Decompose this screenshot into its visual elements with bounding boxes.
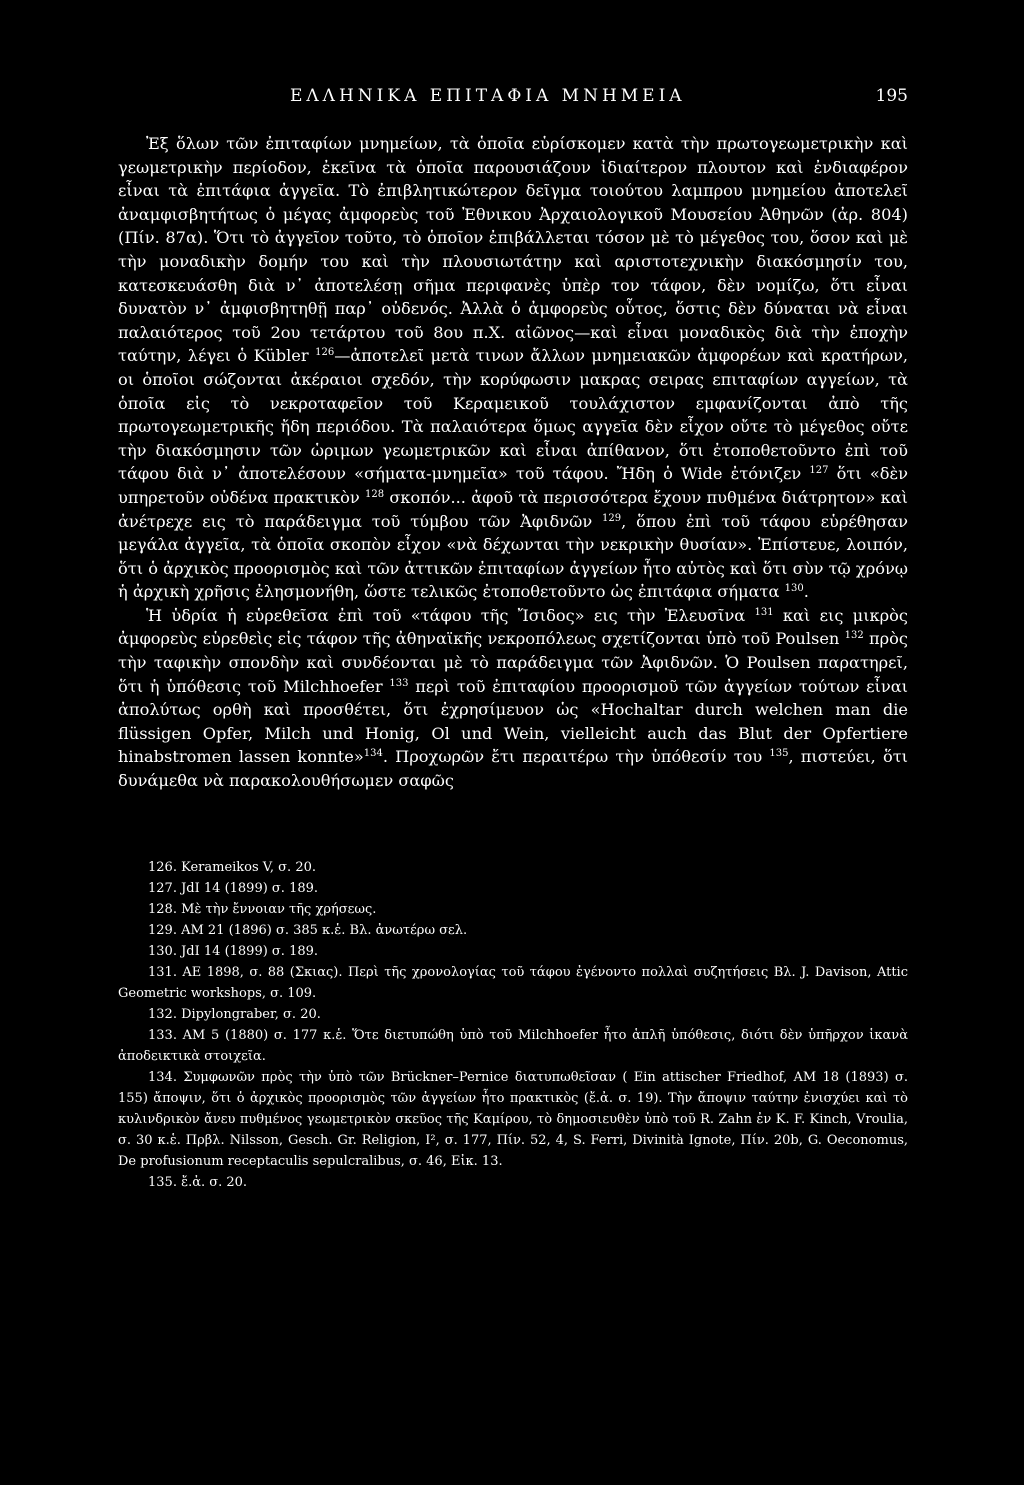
footnote-131: [118, 962, 908, 1004]
footnote-text: Kerameikos V, σ. 20.: [181, 859, 316, 875]
text-run: .: [803, 582, 809, 602]
text-run: πρὸς τὴν ταφικὴν σπονδὴν καὶ συνδέονται μὲ τὸ παράδειγμα τῶν Ἀφιδνῶν. Ὁ Poulsen παρατηρεῖ, ὅτι ἡ ὑπόθεσις τοῦ Milchhoefer: [118, 629, 908, 696]
footnote-133: [118, 1025, 908, 1067]
page-number: 195: [875, 86, 908, 106]
footnote-ref-131[interactable]: 131: [754, 606, 774, 618]
text-run: Ἐξ ὅλων τῶν ἐπιταφίων μνημείων, τὰ ὁποῖα εὑρίσκομεν κατὰ τὴν πρωτογεωμετρικὴν καὶ γεωμετρικὴν περίοδον, ἐκεῖνα τὰ ὁποῖα παρουσιάζουν ἰδιαίτερον πλουτον καὶ ἐνδιαφέρον εἶναι τὰ ἐπιτάφια ἀγγεῖα. Τὸ ἐπιβλητικώτερον δεῖγμα τοιούτου λαμπρου μνημείου ἀποτελεῖ ἀναμφισβητήτως ὁ μέγας ἀμφορεὺς τοῦ Ἐθνικου Ἀρχαιολογικοῦ Μουσείου Ἀθηνῶν (ἀρ. 804) (Πίν. 87α). Ὅτι τὸ ἀγγεῖον τοῦτο, τὸ ὁποῖον ἐπιβάλλεται τόσον μὲ τὸ μέγεθος του, ὅσον καὶ μὲ τὴν μοναδικὴν δομήν του καὶ τὴν πλουσιωτάτην καὶ αριστοτεχνικὴν διακόσμησίν του, κατεσκευάσθη διὰ ν᾽ ἀποτελέσῃ σῆμα περιφανὲς ὑπὲρ τον τάφον, δὲν νομίζω, ὅτι εἶναι δυνατὸν ν᾽ ἀμφισβητηθῇ παρ᾽ οὐδενός. Ἀλλὰ ὁ ἀμφορεὺς οὗτος, ὅστις δὲν δύναται νὰ εἶναι παλαιότερος τοῦ 2ου τετάρτου τοῦ 8ου π.Χ. αἰῶνος—καὶ εἶναι μοναδικὸς διὰ τὴν ἐποχὴν ταύτην, λέγει ὁ Kübler: [118, 134, 908, 366]
footnote-text: AM 21 (1896) σ. 385 κ.ἑ. Βλ. ἀνωτέρω σελ.: [181, 922, 468, 938]
running-title: ΕΛΛΗΝΙΚΑ ΕΠΙΤΑΦΙΑ ΜΝΗΜΕΙΑ: [290, 86, 686, 106]
footnote-text: JdI 14 (1899) σ. 189.: [181, 880, 319, 896]
footnote-126: [118, 857, 908, 878]
text-run: Ἡ ὑδρία ἡ εὑρεθεῖσα ἐπὶ τοῦ «τάφου τῆς Ἴσιδος» εις τὴν Ἐλευσῖνα: [146, 605, 755, 625]
footnote-ref-130[interactable]: 130: [784, 583, 804, 595]
footnote-text: Dipylongraber, σ. 20.: [181, 1006, 321, 1022]
paragraph-1: [118, 132, 908, 604]
text-run: . Προχωρῶν ἔτι περαιτέρω τὴν ὑπόθεσίν του: [382, 747, 770, 767]
footnote-132: [118, 1004, 908, 1025]
footnote-number: 131.: [148, 964, 177, 980]
text-run: , πιστεύει, ὅτι δυνάμεθα νὰ παρακολουθήσωμεν σαφῶς: [118, 747, 908, 791]
body-text: [118, 132, 908, 793]
footnote-135: [118, 1172, 908, 1193]
footnote-130: [118, 941, 908, 962]
footnote-ref-127[interactable]: 127: [809, 465, 829, 477]
footnote-text: JdI 14 (1899) σ. 189.: [181, 943, 319, 959]
footnote-128: [118, 899, 908, 920]
paragraph-2: [118, 604, 908, 793]
footnote-text: ἔ.ἀ. σ. 20.: [181, 1174, 248, 1190]
footnote-ref-129[interactable]: 129: [602, 512, 622, 524]
footnote-number: 126.: [148, 859, 177, 875]
footnote-text: AE 1898, σ. 88 (Σκιας). Περὶ τῆς χρονολογίας τοῦ τάφου ἐγένοντο πολλαὶ συζητήσεις Βλ. J. Davison, Attic Geometric workshops, σ. 109.: [118, 964, 908, 1001]
footnote-number: 133.: [148, 1027, 177, 1043]
footnote-134: [118, 1067, 908, 1172]
book-page: [118, 86, 908, 1193]
footnote-ref-132[interactable]: 132: [844, 630, 864, 642]
footnote-text: Συμφωνῶν πρὸς τὴν ὑπὸ τῶν Brückner–Pernice διατυπωθεῖσαν ( Ein attischer Friedhof, AM 18 (1893) σ. 155) ἄποψιν, ὅτι ὁ ἀρχικὸς προορισμὸς τῶν ἀγγείων ἦτο πρακτικὸς (ἔ.ἀ. σ. 19). Τὴν ἄποψιν ταύτην ἐνισχύει καὶ τὸ κυλινδρικὸν ἄνευ πυθμένος γεωμετρικὸν σκεῦος τῆς Καμίρου, τὸ δημοσιευθὲν ὑπὸ τοῦ R. Zahn ἐν K. F. Kinch, Vroulia, σ. 30 κ.ἑ. Πρβλ. Nilsson, Gesch. Gr. Religion, I², σ. 177, Πίν. 52, 4, S. Ferri, Divinità Ignote, Πίν. 20b, G. Oeconomus, De profusionum receptaculis sepulcralibus, σ. 46, Εἰκ. 13.: [118, 1069, 908, 1169]
footnote-number: 127.: [148, 880, 177, 896]
running-head: [118, 86, 908, 114]
text-run: —ἀποτελεῖ μετὰ τινων ἄλλων μνημειακῶν ἀμφορέων καὶ κρατήρων, οι ὁποῖοι σώζονται ἀκέραιοι σχεδόν, τὴν κορύφωσιν μακρας σειρας επιταφίων αγγείων, τὰ ὁποῖα εἰς τὸ νεκροταφεῖον τοῦ Κεραμεικοῦ τουλάχιστον εμφανίζονται ἀπὸ τῆς πρωτογεωμετρικῆς ἤδη περιόδου. Τὰ παλαιότερα ὅμως αγγεῖα δὲν εἶχον οὔτε τὸ μέγεθος οὔτε τὴν διακόσμησιν τῶν ὡριμων γεωμετρικῶν καὶ εἶναι ἀπίθανον, ὅτι ἐτοποθετοῦντο ἐπὶ τοῦ τάφου διὰ ν᾽ ἀποτελέσουν «σήματα-μνημεῖα» τοῦ τάφου. Ἤδη ὁ Wide ἐτόνιζεν: [118, 346, 908, 484]
text-run: , ὅπου ἐπὶ τοῦ τάφου εὑρέθησαν μεγάλα ἀγγεῖα, τὰ ὁποῖα σκοπὸν εἶχον «νὰ δέχωνται τὴν νεκρικὴν θυσίαν». Ἐπίστευε, λοιπόν, ὅτι ὁ ἀρχικὸς προορισμὸς καὶ τῶν ἀττικῶν ἐπιταφίων ἀγγείων ἦτο αὐτὸς καὶ ὅτι σὺν τῷ χρόνῳ ἡ ἀρχικὴ χρῆσις ἐλησμονήθη, ὥστε τελικῶς ἐτοποθετοῦντο ὡς ἐπιτάφια σήματα: [118, 511, 908, 602]
footnote-ref-133[interactable]: 133: [389, 677, 409, 689]
footnote-text: Μὲ τὴν ἔννοιαν τῆς χρήσεως.: [181, 901, 377, 917]
text-run: καὶ εις μικρὸς ἀμφορεὺς εὑρεθεὶς εἰς τάφον τῆς ἀθηναϊκῆς νεκροπόλεως σχετίζονται ὑπὸ τοῦ Poulsen: [118, 605, 908, 649]
footnotes: [118, 857, 908, 1193]
footnote-ref-134[interactable]: 134: [363, 748, 383, 760]
footnote-text: AM 5 (1880) σ. 177 κ.ἑ. Ὅτε διετυπώθη ὑπὸ τοῦ Milchhoefer ἦτο ἁπλῆ ὑπόθεσις, διότι δὲν ὑπῆρχον ἱκανὰ ἀποδεικτικὰ στοιχεῖα.: [118, 1027, 908, 1064]
footnote-129: [118, 920, 908, 941]
footnote-number: 130.: [148, 943, 177, 959]
text-run: περὶ τοῦ ἐπιταφίου προορισμοῦ τῶν ἀγγείων τούτων εἶναι ἀπολύτως ορθὴ καὶ προσθέτει, ὅτι ἐχρησίμευον ὡς «Hochaltar durch welchen man die flüssigen Opfer, Milch und Honig, Ol und Wein, vielleicht auch das Blut der Opfertiere hinabstromen lassen konnte»: [118, 676, 908, 767]
footnote-number: 134.: [148, 1069, 177, 1085]
footnote-ref-135[interactable]: 135: [769, 748, 789, 760]
footnote-number: 132.: [148, 1006, 177, 1022]
footnote-ref-128[interactable]: 128: [365, 488, 385, 500]
text-run: σκοπόν... ἀφοῦ τὰ περισσότερα ἔχουν πυθμένα διάτρητον» καὶ ἀνέτρεχε εις τὸ παράδειγμα τοῦ τύμβου τῶν Ἀφιδνῶν: [118, 487, 908, 531]
footnote-127: [118, 878, 908, 899]
footnote-number: 135.: [148, 1174, 177, 1190]
footnote-number: 129.: [148, 922, 177, 938]
footnote-ref-126[interactable]: 126: [315, 347, 335, 359]
text-run: ὅτι «δὲν υπηρετοῦν οὐδένα πρακτικὸν: [118, 464, 909, 507]
footnote-number: 128.: [148, 901, 177, 917]
